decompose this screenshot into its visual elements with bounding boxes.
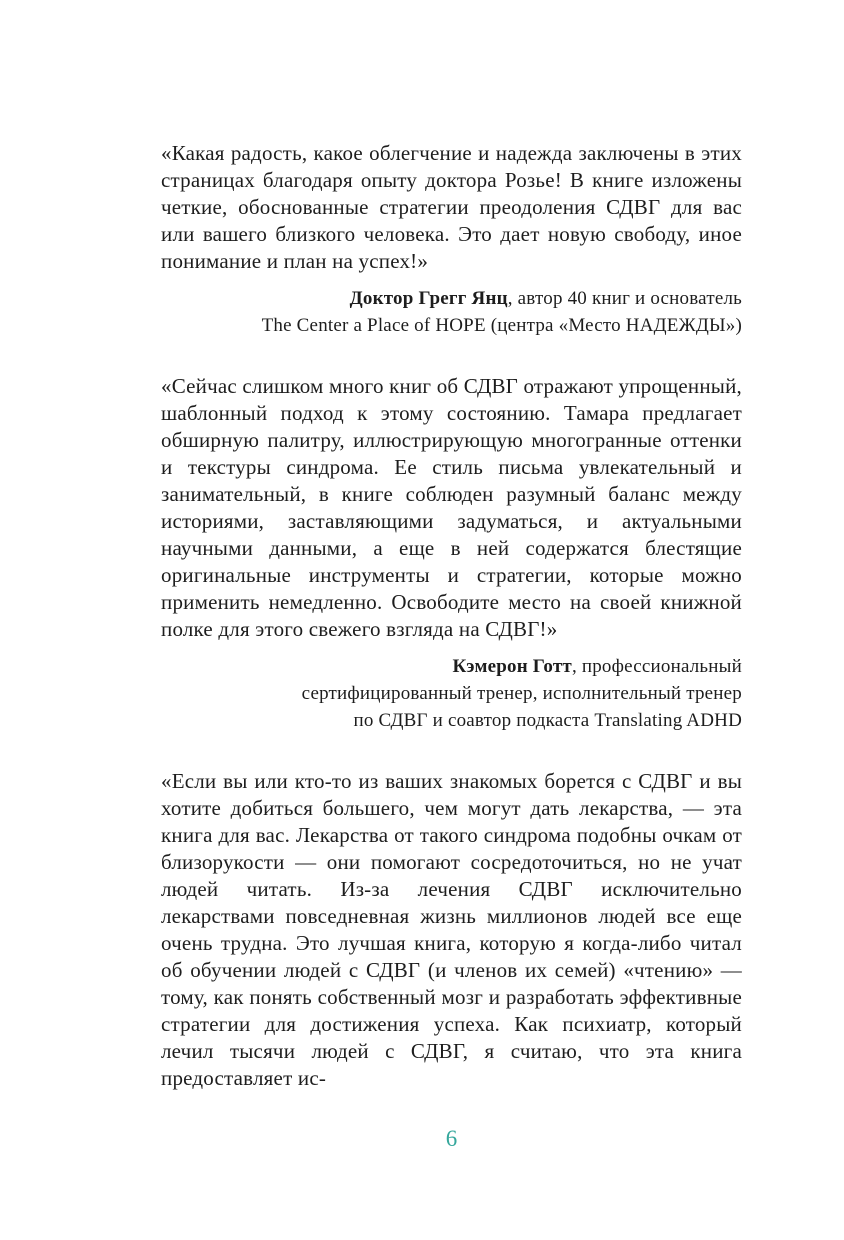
attribution-line: сертифицированный тренер, исполнительный тренер: [301, 683, 742, 704]
attribution-line: The Center a Place of HOPE (центра «Место НАДЕЖДЫ»): [261, 315, 742, 336]
attribution-author-role: , профессиональный: [571, 656, 742, 677]
quote-text-1: «Какая радость, какое облегчение и надежда заключены в этих страницах благодаря опыту доктора Розье! В книге изложены четкие, обоснованные стратегии преодоления СДВГ для вас или вашего близкого человека. Это дает новую свободу, иное понимание и план на успех!»: [161, 141, 742, 273]
quote-text-3: «Если вы или кто-то из ваших знакомых борется с СДВГ и вы хотите добиться большего, чем могут дать лекарства, — эта книга для вас. Лекарства от такого синдрома подобны очкам от близорукости — они помогают сосредоточиться, но не учат людей читать. Из-за лечения СДВГ исключительно лекарствами повседневная жизнь миллионов людей все еще очень трудна. Это лучшая книга, которую я когда-либо читал об обучении людей с СДВГ (и членов их семей) «чтению» — тому, как понять собственный мозг и разработать эффективные стратегии для достижения успеха. Как психиатр, который лечил тысячи людей с СДВГ, я считаю, что эта книга предоставляет ис-: [161, 769, 742, 1090]
attribution-author-name: Доктор Грегг Янц: [349, 288, 508, 309]
attribution-author-role: , автор 40 книг и основатель: [507, 288, 742, 309]
attribution-line: [161, 653, 742, 680]
quote-attribution-2: [161, 653, 742, 734]
quote-attribution-1: [161, 285, 742, 339]
quote-text-2: «Сейчас слишком много книг об СДВГ отражают упрощенный, шаблонный подход к этому состоянию. Тамара предлагает обширную палитру, иллюстрирующую многогранные оттенки и текстуры синдрома. Ее стиль письма увлекательный и занимательный, в книге соблюден разумный баланс между историями, заставляющими задуматься, и актуальными научными данными, а еще в ней содержатся блестящие оригинальные инструменты и стратегии, которые можно применить немедленно. Освободите место на своей книжной полке для этого свежего взгляда на СДВГ!»: [161, 374, 742, 641]
page-content: [161, 140, 742, 1126]
page-number: 6: [445, 1126, 458, 1151]
quote-block-3: [161, 768, 742, 1092]
attribution-line: [161, 285, 742, 312]
attribution-author-name: Кэмерон Готт: [452, 656, 572, 677]
attribution-line: по СДВГ и соавтор подкаста Translating ADHD: [353, 710, 742, 731]
quote-block-1: [161, 140, 742, 339]
quote-block-2: [161, 373, 742, 734]
